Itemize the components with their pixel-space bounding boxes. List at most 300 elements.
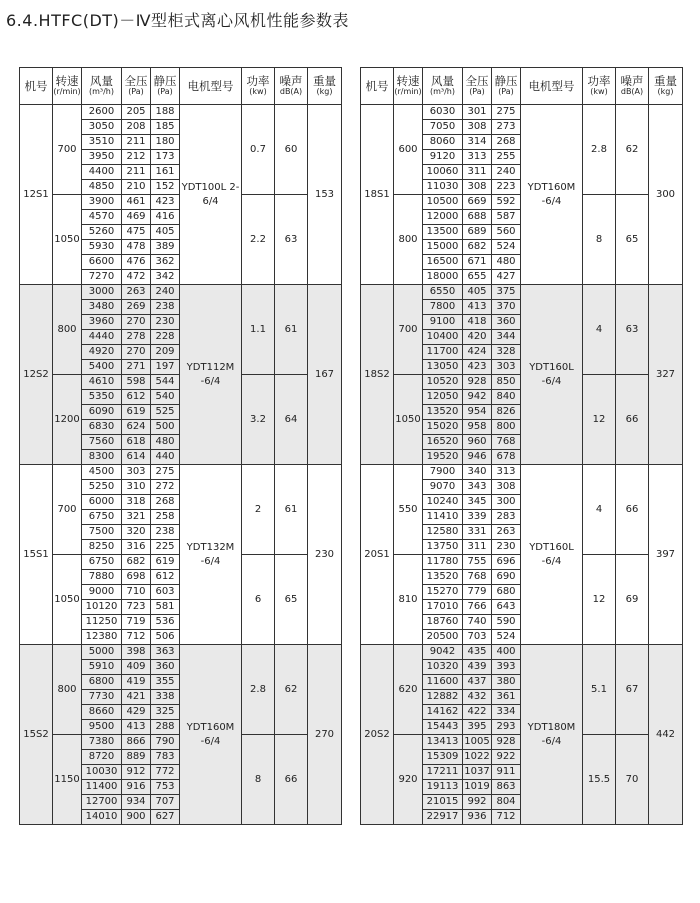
- static-pressure-cell: 772: [151, 765, 180, 780]
- flow-cell: 11410: [423, 510, 463, 525]
- noise-cell: 70: [616, 735, 649, 825]
- power-cell: 5.1: [583, 645, 616, 735]
- speed-cell: 550: [394, 465, 423, 555]
- noise-cell: 63: [275, 195, 308, 285]
- total-pressure-cell: 211: [122, 135, 151, 150]
- static-pressure-cell: 380: [492, 675, 521, 690]
- noise-cell: 66: [616, 465, 649, 555]
- static-pressure-cell: 362: [151, 255, 180, 270]
- speed-cell: 700: [394, 285, 423, 375]
- flow-cell: 14162: [423, 705, 463, 720]
- performance-table-right: [360, 67, 683, 825]
- static-pressure-cell: 197: [151, 360, 180, 375]
- total-pressure-cell: 612: [122, 390, 151, 405]
- total-pressure-cell: 928: [463, 375, 492, 390]
- header-noise-label: 噪声: [279, 74, 303, 88]
- header-static-pressure-label: 静压: [494, 74, 518, 88]
- total-pressure-cell: 321: [122, 510, 151, 525]
- flow-cell: 13520: [423, 405, 463, 420]
- noise-cell: 62: [616, 105, 649, 195]
- power-cell: 12: [583, 555, 616, 645]
- header-weight: [308, 68, 342, 105]
- table-row: [20, 105, 342, 120]
- flow-cell: 7880: [82, 570, 122, 585]
- total-pressure-cell: 960: [463, 435, 492, 450]
- flow-cell: 2600: [82, 105, 122, 120]
- flow-cell: 7730: [82, 690, 122, 705]
- flow-cell: 8720: [82, 750, 122, 765]
- fan-model-cell: 15S1: [20, 465, 53, 645]
- header-flow: [423, 68, 463, 105]
- static-pressure-cell: 313: [492, 465, 521, 480]
- total-pressure-cell: 469: [122, 210, 151, 225]
- header-flow-label: 风量: [431, 74, 454, 88]
- header-total-pressure: [463, 68, 492, 105]
- static-pressure-cell: 427: [492, 270, 521, 285]
- motor-model-cell: YDT112M -6/4: [180, 285, 242, 465]
- static-pressure-cell: 696: [492, 555, 521, 570]
- header-noise-label: 噪声: [620, 74, 644, 88]
- header-motor-label: 电机型号: [528, 79, 575, 93]
- static-pressure-cell: 363: [151, 645, 180, 660]
- total-pressure-cell: 755: [463, 555, 492, 570]
- total-pressure-cell: 669: [463, 195, 492, 210]
- motor-model-cell: YDT160L -6/4: [521, 285, 583, 465]
- flow-cell: 10240: [423, 495, 463, 510]
- header-motor-label: 电机型号: [187, 79, 234, 93]
- flow-cell: 16500: [423, 255, 463, 270]
- header-flow-unit: (m³/h): [429, 87, 455, 96]
- static-pressure-cell: 560: [492, 225, 521, 240]
- total-pressure-cell: 958: [463, 420, 492, 435]
- power-cell: 0.7: [242, 105, 275, 195]
- total-pressure-cell: 318: [122, 495, 151, 510]
- static-pressure-cell: 334: [492, 705, 521, 720]
- flow-cell: 8060: [423, 135, 463, 150]
- flow-cell: 3900: [82, 195, 122, 210]
- static-pressure-cell: 152: [151, 180, 180, 195]
- flow-cell: 10320: [423, 660, 463, 675]
- header-speed: [53, 68, 82, 105]
- flow-cell: 11700: [423, 345, 463, 360]
- header-speed-label: 转速: [396, 74, 420, 88]
- header-model: [20, 68, 53, 105]
- fan-model-cell: 20S1: [361, 465, 394, 645]
- speed-cell: 1150: [53, 735, 82, 825]
- header-noise-unit: dB(A): [620, 87, 644, 96]
- total-pressure-cell: 316: [122, 540, 151, 555]
- flow-cell: 7800: [423, 300, 463, 315]
- static-pressure-cell: 405: [151, 225, 180, 240]
- flow-cell: 11400: [82, 780, 122, 795]
- table-row: [20, 285, 342, 300]
- static-pressure-cell: 361: [492, 690, 521, 705]
- static-pressure-cell: 185: [151, 120, 180, 135]
- weight-cell: 153: [308, 105, 342, 285]
- power-cell: 6: [242, 555, 275, 645]
- flow-cell: 7560: [82, 435, 122, 450]
- header-model: [361, 68, 394, 105]
- power-cell: 3.2: [242, 375, 275, 465]
- noise-cell: 65: [616, 195, 649, 285]
- flow-cell: 14010: [82, 810, 122, 825]
- fan-model-cell: 15S2: [20, 645, 53, 825]
- power-cell: 2.8: [242, 645, 275, 735]
- flow-cell: 5400: [82, 360, 122, 375]
- total-pressure-cell: 270: [122, 345, 151, 360]
- static-pressure-cell: 328: [492, 345, 521, 360]
- flow-cell: 13050: [423, 360, 463, 375]
- total-pressure-cell: 740: [463, 615, 492, 630]
- static-pressure-cell: 800: [492, 420, 521, 435]
- noise-cell: 60: [275, 105, 308, 195]
- header-noise-unit: dB(A): [279, 87, 303, 96]
- static-pressure-cell: 393: [492, 660, 521, 675]
- static-pressure-cell: 506: [151, 630, 180, 645]
- flow-cell: 4920: [82, 345, 122, 360]
- total-pressure-cell: 712: [122, 630, 151, 645]
- total-pressure-cell: 432: [463, 690, 492, 705]
- fan-model-cell: 20S2: [361, 645, 394, 825]
- static-pressure-cell: 440: [151, 450, 180, 465]
- flow-cell: 15443: [423, 720, 463, 735]
- flow-cell: 9500: [82, 720, 122, 735]
- header-row: [20, 68, 342, 105]
- flow-cell: 4610: [82, 375, 122, 390]
- total-pressure-cell: 916: [122, 780, 151, 795]
- flow-cell: 5260: [82, 225, 122, 240]
- fan-model-cell: 18S1: [361, 105, 394, 285]
- header-weight-unit: (kg): [316, 87, 333, 96]
- noise-cell: 64: [275, 375, 308, 465]
- total-pressure-cell: 688: [463, 210, 492, 225]
- power-cell: 12: [583, 375, 616, 465]
- total-pressure-cell: 405: [463, 285, 492, 300]
- static-pressure-cell: 238: [151, 300, 180, 315]
- static-pressure-cell: 500: [151, 420, 180, 435]
- power-cell: 4: [583, 285, 616, 375]
- flow-cell: 6550: [423, 285, 463, 300]
- static-pressure-cell: 240: [492, 165, 521, 180]
- total-pressure-cell: 936: [463, 810, 492, 825]
- total-pressure-cell: 331: [463, 525, 492, 540]
- total-pressure-cell: 768: [463, 570, 492, 585]
- total-pressure-cell: 598: [122, 375, 151, 390]
- flow-cell: 12000: [423, 210, 463, 225]
- header-static-pressure: [151, 68, 180, 105]
- table-row: [361, 105, 683, 120]
- flow-cell: 10400: [423, 330, 463, 345]
- power-cell: 1.1: [242, 285, 275, 375]
- static-pressure-cell: 268: [151, 495, 180, 510]
- total-pressure-cell: 1019: [463, 780, 492, 795]
- fan-model-cell: 12S2: [20, 285, 53, 465]
- static-pressure-cell: 228: [151, 330, 180, 345]
- total-pressure-cell: 211: [122, 165, 151, 180]
- header-flow-unit: (m³/h): [88, 87, 114, 96]
- power-cell: 2.8: [583, 105, 616, 195]
- static-pressure-cell: 223: [492, 180, 521, 195]
- speed-cell: 620: [394, 645, 423, 735]
- noise-cell: 61: [275, 285, 308, 375]
- weight-cell: 270: [308, 645, 342, 825]
- header-static-pressure-unit: (Pa): [157, 87, 173, 96]
- total-pressure-cell: 624: [122, 420, 151, 435]
- flow-cell: 15000: [423, 240, 463, 255]
- flow-cell: 10500: [423, 195, 463, 210]
- flow-cell: 20500: [423, 630, 463, 645]
- static-pressure-cell: 592: [492, 195, 521, 210]
- header-static-pressure-unit: (Pa): [498, 87, 514, 96]
- flow-cell: 6000: [82, 495, 122, 510]
- flow-cell: 5910: [82, 660, 122, 675]
- total-pressure-cell: 946: [463, 450, 492, 465]
- noise-cell: 62: [275, 645, 308, 735]
- total-pressure-cell: 889: [122, 750, 151, 765]
- static-pressure-cell: 768: [492, 435, 521, 450]
- total-pressure-cell: 689: [463, 225, 492, 240]
- flow-cell: 21015: [423, 795, 463, 810]
- total-pressure-cell: 313: [463, 150, 492, 165]
- static-pressure-cell: 712: [492, 810, 521, 825]
- total-pressure-cell: 301: [463, 105, 492, 120]
- static-pressure-cell: 308: [492, 480, 521, 495]
- total-pressure-cell: 413: [463, 300, 492, 315]
- total-pressure-cell: 671: [463, 255, 492, 270]
- total-pressure-cell: 1037: [463, 765, 492, 780]
- static-pressure-cell: 423: [151, 195, 180, 210]
- total-pressure-cell: 311: [463, 540, 492, 555]
- motor-model-cell: YDT180M -6/4: [521, 645, 583, 825]
- total-pressure-cell: 439: [463, 660, 492, 675]
- flow-cell: 6830: [82, 420, 122, 435]
- total-pressure-cell: 310: [122, 480, 151, 495]
- flow-cell: 9042: [423, 645, 463, 660]
- total-pressure-cell: 614: [122, 450, 151, 465]
- power-cell: 8: [242, 735, 275, 825]
- static-pressure-cell: 619: [151, 555, 180, 570]
- speed-cell: 800: [53, 645, 82, 735]
- power-cell: 2.2: [242, 195, 275, 285]
- flow-cell: 3510: [82, 135, 122, 150]
- total-pressure-cell: 954: [463, 405, 492, 420]
- static-pressure-cell: 603: [151, 585, 180, 600]
- flow-cell: 4850: [82, 180, 122, 195]
- static-pressure-cell: 581: [151, 600, 180, 615]
- weight-cell: 167: [308, 285, 342, 465]
- total-pressure-cell: 422: [463, 705, 492, 720]
- static-pressure-cell: 230: [151, 315, 180, 330]
- static-pressure-cell: 275: [151, 465, 180, 480]
- static-pressure-cell: 928: [492, 735, 521, 750]
- flow-cell: 11600: [423, 675, 463, 690]
- flow-cell: 9100: [423, 315, 463, 330]
- static-pressure-cell: 300: [492, 495, 521, 510]
- total-pressure-cell: 779: [463, 585, 492, 600]
- static-pressure-cell: 303: [492, 360, 521, 375]
- flow-cell: 5000: [82, 645, 122, 660]
- static-pressure-cell: 325: [151, 705, 180, 720]
- total-pressure-cell: 723: [122, 600, 151, 615]
- static-pressure-cell: 180: [151, 135, 180, 150]
- static-pressure-cell: 360: [492, 315, 521, 330]
- flow-cell: 8250: [82, 540, 122, 555]
- total-pressure-cell: 476: [122, 255, 151, 270]
- total-pressure-cell: 478: [122, 240, 151, 255]
- speed-cell: 920: [394, 735, 423, 825]
- header-speed-unit: (r/min): [53, 87, 81, 96]
- flow-cell: 6030: [423, 105, 463, 120]
- total-pressure-cell: 437: [463, 675, 492, 690]
- flow-cell: 13500: [423, 225, 463, 240]
- static-pressure-cell: 643: [492, 600, 521, 615]
- header-total-pressure-unit: (Pa): [128, 87, 144, 96]
- static-pressure-cell: 344: [492, 330, 521, 345]
- static-pressure-cell: 922: [492, 750, 521, 765]
- static-pressure-cell: 690: [492, 570, 521, 585]
- header-speed-unit: (r/min): [394, 87, 422, 96]
- weight-cell: 327: [649, 285, 683, 465]
- flow-cell: 6800: [82, 675, 122, 690]
- header-weight-label: 重量: [654, 74, 677, 88]
- weight-cell: 230: [308, 465, 342, 645]
- noise-cell: 61: [275, 465, 308, 555]
- flow-cell: 11030: [423, 180, 463, 195]
- header-power: [242, 68, 275, 105]
- flow-cell: 8660: [82, 705, 122, 720]
- header-power-label: 功率: [587, 74, 611, 88]
- header-weight-label: 重量: [313, 74, 336, 88]
- static-pressure-cell: 238: [151, 525, 180, 540]
- noise-cell: 66: [616, 375, 649, 465]
- flow-cell: 12580: [423, 525, 463, 540]
- header-power-unit: (kw): [590, 87, 608, 96]
- speed-cell: 700: [53, 465, 82, 555]
- noise-cell: 66: [275, 735, 308, 825]
- static-pressure-cell: 524: [492, 630, 521, 645]
- total-pressure-cell: 866: [122, 735, 151, 750]
- header-weight-unit: (kg): [657, 87, 674, 96]
- flow-cell: 3000: [82, 285, 122, 300]
- flow-cell: 6750: [82, 510, 122, 525]
- total-pressure-cell: 429: [122, 705, 151, 720]
- static-pressure-cell: 911: [492, 765, 521, 780]
- header-flow-label: 风量: [90, 74, 113, 88]
- flow-cell: 7050: [423, 120, 463, 135]
- static-pressure-cell: 173: [151, 150, 180, 165]
- total-pressure-cell: 698: [122, 570, 151, 585]
- flow-cell: 12882: [423, 690, 463, 705]
- table-row: [20, 645, 342, 660]
- total-pressure-cell: 308: [463, 180, 492, 195]
- total-pressure-cell: 278: [122, 330, 151, 345]
- static-pressure-cell: 268: [492, 135, 521, 150]
- power-cell: 15.5: [583, 735, 616, 825]
- noise-cell: 69: [616, 555, 649, 645]
- total-pressure-cell: 419: [122, 675, 151, 690]
- total-pressure-cell: 271: [122, 360, 151, 375]
- total-pressure-cell: 710: [122, 585, 151, 600]
- flow-cell: 4570: [82, 210, 122, 225]
- motor-model-cell: YDT160M -6/4: [521, 105, 583, 285]
- header-power-label: 功率: [246, 74, 270, 88]
- flow-cell: 8300: [82, 450, 122, 465]
- header-static-pressure-label: 静压: [153, 74, 177, 88]
- total-pressure-cell: 934: [122, 795, 151, 810]
- total-pressure-cell: 703: [463, 630, 492, 645]
- table-row: [361, 465, 683, 480]
- header-power-unit: (kw): [249, 87, 267, 96]
- motor-model-cell: YDT100L 2-6/4: [180, 105, 242, 285]
- performance-table-left: [19, 67, 342, 825]
- motor-model-cell: YDT132M -6/4: [180, 465, 242, 645]
- total-pressure-cell: 409: [122, 660, 151, 675]
- flow-cell: 12700: [82, 795, 122, 810]
- static-pressure-cell: 355: [151, 675, 180, 690]
- flow-cell: 15020: [423, 420, 463, 435]
- total-pressure-cell: 719: [122, 615, 151, 630]
- flow-cell: 3950: [82, 150, 122, 165]
- static-pressure-cell: 480: [151, 435, 180, 450]
- noise-cell: 63: [616, 285, 649, 375]
- flow-cell: 18760: [423, 615, 463, 630]
- flow-cell: 9070: [423, 480, 463, 495]
- flow-cell: 13750: [423, 540, 463, 555]
- table-row: [361, 645, 683, 660]
- flow-cell: 4500: [82, 465, 122, 480]
- flow-cell: 11780: [423, 555, 463, 570]
- flow-cell: 15309: [423, 750, 463, 765]
- total-pressure-cell: 263: [122, 285, 151, 300]
- total-pressure-cell: 320: [122, 525, 151, 540]
- flow-cell: 13413: [423, 735, 463, 750]
- flow-cell: 6600: [82, 255, 122, 270]
- header-weight: [649, 68, 683, 105]
- static-pressure-cell: 375: [492, 285, 521, 300]
- flow-cell: 19113: [423, 780, 463, 795]
- total-pressure-cell: 314: [463, 135, 492, 150]
- flow-cell: 10520: [423, 375, 463, 390]
- noise-cell: 65: [275, 555, 308, 645]
- static-pressure-cell: 707: [151, 795, 180, 810]
- fan-model-cell: 12S1: [20, 105, 53, 285]
- static-pressure-cell: 804: [492, 795, 521, 810]
- weight-cell: 442: [649, 645, 683, 825]
- total-pressure-cell: 992: [463, 795, 492, 810]
- header-row: [361, 68, 683, 105]
- flow-cell: 4440: [82, 330, 122, 345]
- total-pressure-cell: 340: [463, 465, 492, 480]
- flow-cell: 17010: [423, 600, 463, 615]
- header-power: [583, 68, 616, 105]
- speed-cell: 1050: [394, 375, 423, 465]
- total-pressure-cell: 418: [463, 315, 492, 330]
- flow-cell: 15270: [423, 585, 463, 600]
- header-motor: [521, 68, 583, 105]
- speed-cell: 700: [53, 105, 82, 195]
- flow-cell: 16520: [423, 435, 463, 450]
- header-model-label: 机号: [24, 79, 48, 93]
- static-pressure-cell: 230: [492, 540, 521, 555]
- static-pressure-cell: 544: [151, 375, 180, 390]
- total-pressure-cell: 339: [463, 510, 492, 525]
- static-pressure-cell: 338: [151, 690, 180, 705]
- speed-cell: 800: [53, 285, 82, 375]
- flow-cell: 9000: [82, 585, 122, 600]
- total-pressure-cell: 766: [463, 600, 492, 615]
- flow-cell: 19520: [423, 450, 463, 465]
- total-pressure-cell: 303: [122, 465, 151, 480]
